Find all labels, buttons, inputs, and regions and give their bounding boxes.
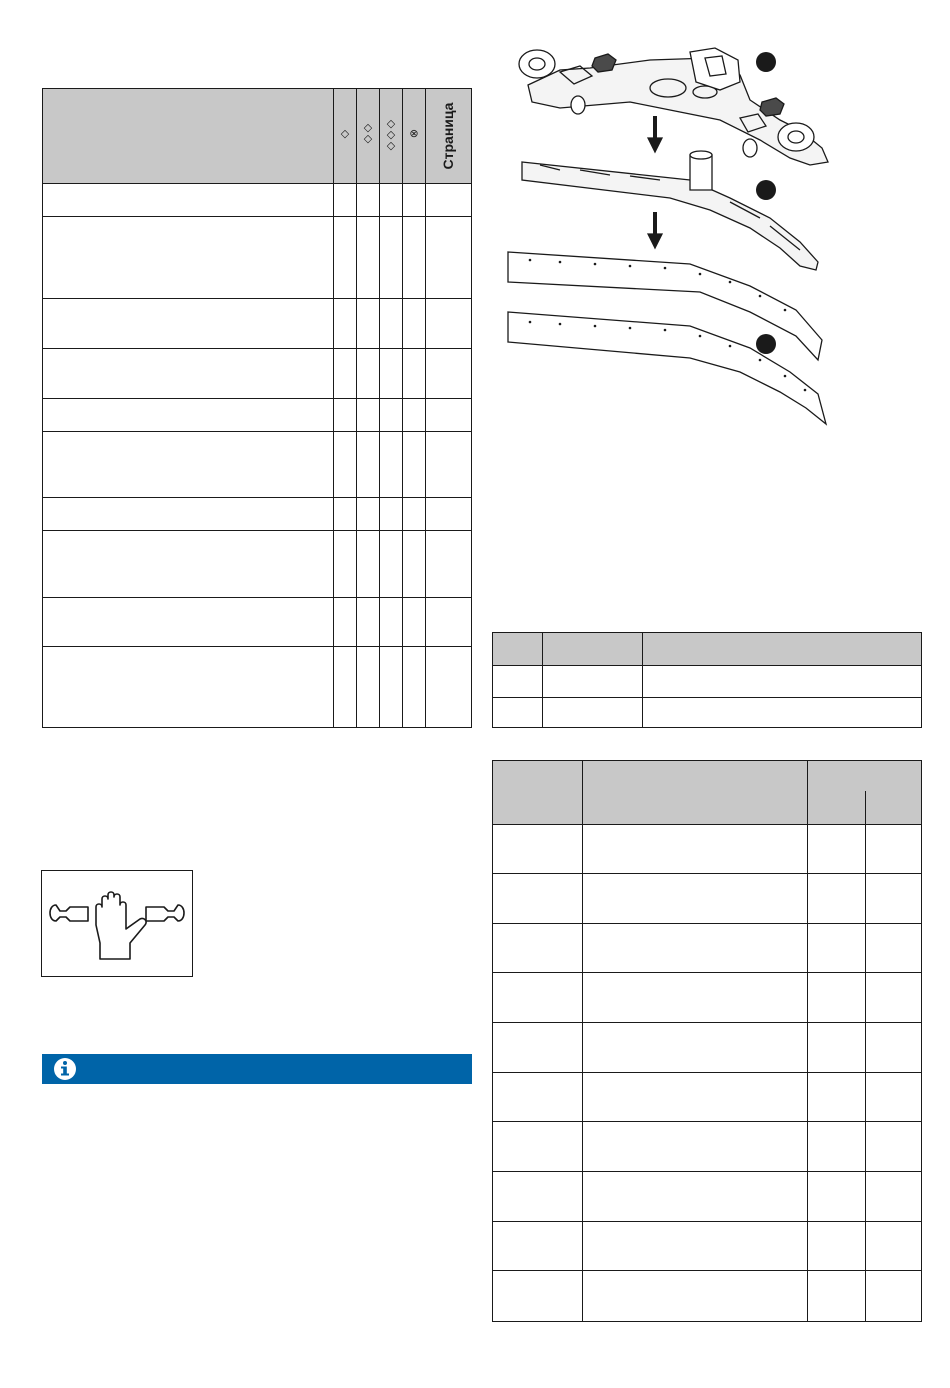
callout-circle-icon: [756, 334, 776, 354]
parts-table-header: [493, 633, 921, 666]
info-icon: [50, 1054, 80, 1084]
wrench-hand-icon: [42, 871, 192, 976]
troubleshooting-table: [492, 760, 922, 1322]
table-row: [493, 1121, 921, 1122]
table-row: [43, 431, 471, 432]
info-bar: [42, 1054, 472, 1084]
table-row: [43, 216, 471, 217]
table-row: [493, 972, 921, 973]
interval-symbol-2: ◇ ◇: [363, 122, 373, 145]
interval-symbol-3: ◇ ◇ ◇: [386, 118, 396, 152]
table-row: [493, 1022, 921, 1023]
table-row: [43, 298, 471, 299]
table-row: [493, 1171, 921, 1172]
interval-symbol-1: ◇: [340, 128, 350, 140]
table-row: [43, 646, 471, 647]
table-row: [43, 597, 471, 598]
table-row: [493, 873, 921, 874]
table-row: [43, 497, 471, 498]
interval-symbol-4: ⊗: [409, 128, 419, 140]
table-row: [493, 923, 921, 924]
table-row: [43, 530, 471, 531]
maintenance-table: [42, 88, 472, 728]
table-row: [43, 398, 471, 399]
wrench-hand-icon-box: [41, 870, 193, 977]
callout-circle-icon: [756, 52, 776, 72]
table-row: [43, 348, 471, 349]
troubleshooting-table-header: [493, 761, 921, 825]
squeegee-body: [522, 151, 818, 270]
squeegee-blade-rear: [508, 312, 826, 424]
parts-table: [492, 632, 922, 728]
table-row: [493, 1221, 921, 1222]
page-column-header: Страница: [440, 102, 456, 170]
callout-circle-icon: [756, 180, 776, 200]
table-row: [493, 1072, 921, 1073]
squeegee-exploded-illustration: [500, 30, 840, 430]
table-row: [493, 1270, 921, 1271]
table-row: [493, 697, 921, 698]
